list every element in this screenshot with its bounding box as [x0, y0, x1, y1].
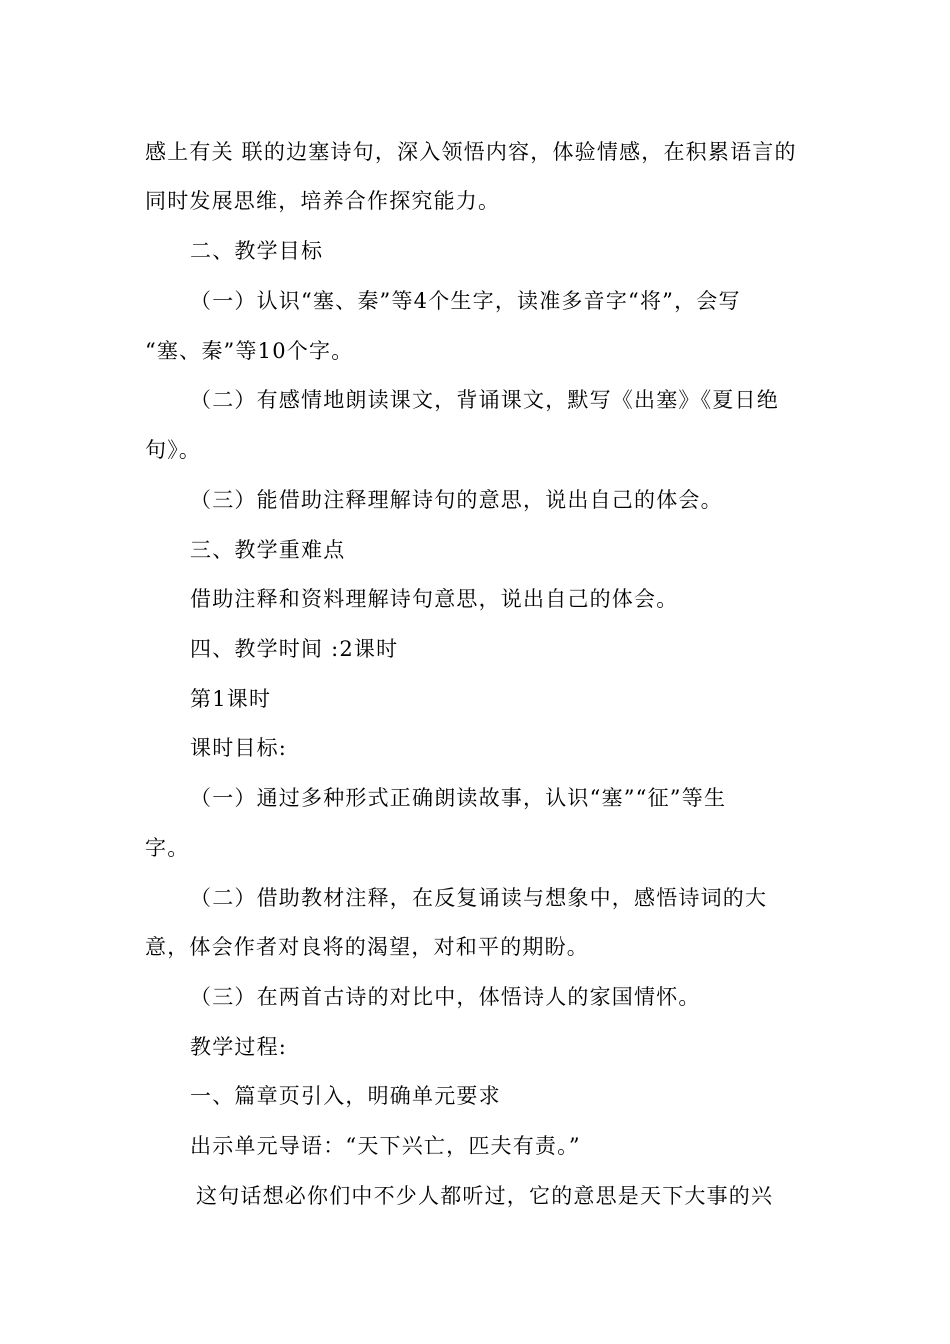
process-step-1-heading: 一、篇章页引入，明确单元要求: [190, 1084, 501, 1108]
objective-3: （三）能借助注释理解诗句的意思，说出自己的体会。: [190, 488, 723, 512]
section-heading-key-points: 三、教学重难点: [190, 538, 346, 562]
objective-1-line-2: “塞、秦”等10个字。: [145, 339, 354, 363]
lesson-goal-2-line-1: （二）借助教材注释，在反复诵读与想象中，感悟诗词的大: [190, 886, 768, 910]
section-heading-time: 四、教学时间 :2课时: [190, 637, 399, 661]
objective-2-line-1: （二）有感情地朗读课文，背诵课文，默写《出塞》《夏日绝: [190, 388, 779, 412]
section-heading-objectives: 二、教学目标: [190, 239, 324, 263]
lesson-goal-1-line-2: 字。: [145, 836, 190, 860]
lesson-goal-2-line-2: 意，体会作者对良将的渴望，对和平的期盼。: [145, 935, 589, 959]
paragraph-line-2: 同时发展思维，培养合作探究能力。: [145, 189, 501, 213]
paragraph-line-1: 感上有关 联的边塞诗句，深入领悟内容，体验情感，在积累语言的: [145, 140, 797, 164]
lesson-goal-3: （三）在两首古诗的对比中，体悟诗人的家国情怀。: [190, 985, 701, 1009]
process-heading: 教学过程:: [190, 1035, 288, 1059]
lesson-1-heading: 第1课时: [190, 687, 272, 711]
key-points-text: 借助注释和资料理解诗句意思，说出自己的体会。: [190, 587, 679, 611]
lesson-goal-1-line-1: （一）通过多种形式正确朗读故事，认识“塞”“征”等生: [190, 786, 727, 810]
explanation-line: 这句话想必你们中不少人都听过，它的意思是天下大事的兴: [196, 1184, 774, 1208]
unit-intro-quote: 出示单元导语：“天下兴亡，匹夫有责。”: [190, 1134, 581, 1158]
lesson-goals-heading: 课时目标:: [190, 736, 288, 760]
objective-2-line-2: 句》。: [145, 438, 202, 462]
objective-1-line-1: （一）认识“塞、秦”等4个生字，读准多音字“将”，会写: [190, 289, 741, 313]
